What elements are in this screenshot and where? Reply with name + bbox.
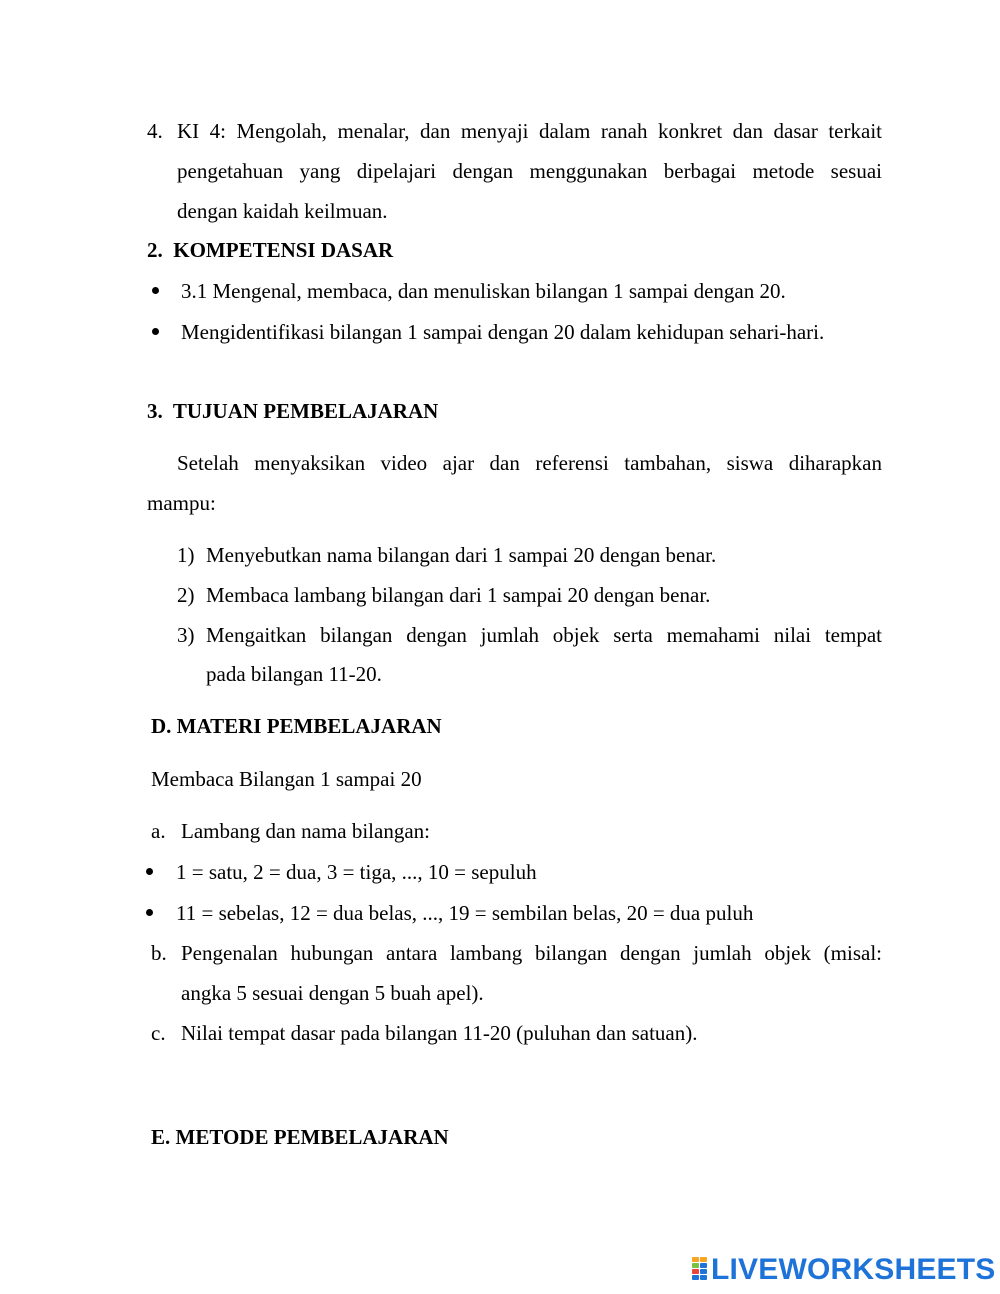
materi-bullet-2: 11 = sebelas, 12 = dua belas, ..., 19 = sembilan belas, 20 = dua puluh [176,901,754,925]
bullet-dot-icon [146,868,153,875]
ki4-number: 4. [147,119,163,143]
materi-item-a-text: Lambang dan nama bilangan: [181,819,430,843]
materi-bullet-1: 1 = satu, 2 = dua, 3 = tiga, ..., 10 = sepuluh [176,860,537,884]
materi-item-b-label: b. [151,941,167,965]
ki4-line-2: pengetahuan yang dipelajari dengan menggunakan berbagai metode sesuai [177,159,882,183]
kd-bullet-2: Mengidentifikasi bilangan 1 sampai dengan 20 dalam kehidupan sehari-hari. [181,320,825,344]
tujuan-intro-line-2: mampu: [147,491,216,515]
kd-bullet-1: 3.1 Mengenal, membaca, dan menuliskan bilangan 1 sampai dengan 20. [181,279,786,303]
section-3-heading: 3. TUJUAN PEMBELAJARAN [147,399,439,423]
materi-subtitle: Membaca Bilangan 1 sampai 20 [151,767,422,791]
bullet-dot-icon [146,909,153,916]
bullet-dot-icon [152,328,159,335]
tujuan-item-3-num: 3) [177,623,195,647]
section-2-heading: 2. KOMPETENSI DASAR [147,238,394,262]
materi-item-a-label: a. [151,819,166,843]
materi-item-c-label: c. [151,1021,166,1045]
liveworksheets-logo-icon [692,1257,708,1283]
tujuan-item-3-line-2: pada bilangan 11-20. [206,662,382,686]
tujuan-intro-line-1: Setelah menyaksikan video ajar dan referensi tambahan, siswa diharapkan [177,451,882,475]
tujuan-item-3-line-1: Mengaitkan bilangan dengan jumlah objek serta memahami nilai tempat [206,623,882,647]
section-e-heading: E. METODE PEMBELAJARAN [151,1125,449,1149]
tujuan-item-2-text: Membaca lambang bilangan dari 1 sampai 20 dengan benar. [206,583,711,607]
ki4-line-1: KI 4: Mengolah, menalar, dan menyaji dalam ranah konkret dan dasar terkait [177,119,882,143]
tujuan-item-1-text: Menyebutkan nama bilangan dari 1 sampai 20 dengan benar. [206,543,717,567]
materi-item-c-text: Nilai tempat dasar pada bilangan 11-20 (puluhan dan satuan). [181,1021,698,1045]
materi-item-b-line-2: angka 5 sesuai dengan 5 buah apel). [181,981,484,1005]
liveworksheets-logo-text: LIVEWORKSHEETS [711,1253,996,1286]
section-d-heading: D. MATERI PEMBELAJARAN [151,714,442,738]
tujuan-item-2-num: 2) [177,583,195,607]
bullet-dot-icon [152,287,159,294]
ki4-line-3: dengan kaidah keilmuan. [177,199,388,223]
tujuan-item-1-num: 1) [177,543,195,567]
materi-item-b-line-1: Pengenalan hubungan antara lambang bilangan dengan jumlah objek (misal: [181,941,882,965]
liveworksheets-logo [692,1255,996,1285]
